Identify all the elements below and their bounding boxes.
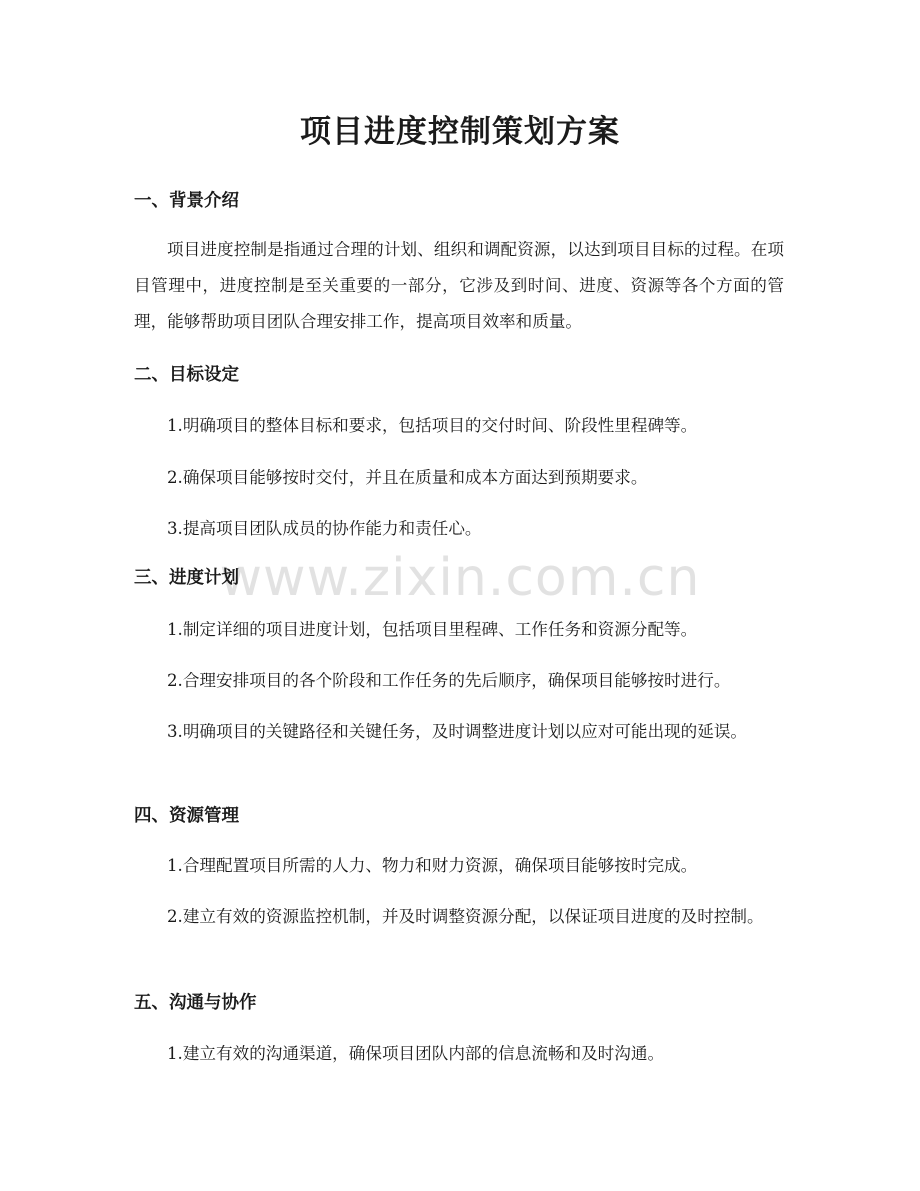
- section-paragraph: 3.明确项目的关键路径和关键任务，及时调整进度计划以应对可能出现的延误。: [167, 722, 748, 741]
- section-heading-goals: 二、目标设定: [134, 365, 239, 385]
- watermark: www.zixin.com.cn: [219, 548, 701, 608]
- document-title: 项目进度控制策划方案: [300, 114, 620, 150]
- section-paragraph: 项目进度控制是指通过合理的计划、组织和调配资源，以达到项目目标的过程。在项目管理中，进度控制是至关重要的一部分，它涉及到时间、进度、资源等各个方面的管理，能够帮助项目团队合理安排工作，提高项目效率和质量。: [134, 240, 784, 331]
- section-paragraph: 3.提高项目团队成员的协作能力和责任心。: [167, 519, 482, 538]
- section-heading-resources: 四、资源管理: [134, 806, 239, 826]
- section-heading-background: 一、背景介绍: [134, 191, 239, 211]
- section-heading-schedule: 三、进度计划: [134, 568, 239, 588]
- section-paragraph: 2.合理安排项目的各个阶段和工作任务的先后顺序，确保项目能够按时进行。: [167, 671, 731, 690]
- section-paragraph: 1.建立有效的沟通渠道，确保项目团队内部的信息流畅和及时沟通。: [167, 1044, 665, 1063]
- section-paragraph: 1.制定详细的项目进度计划，包括项目里程碑、工作任务和资源分配等。: [167, 620, 698, 639]
- section-paragraph: 2.确保项目能够按时交付，并且在质量和成本方面达到预期要求。: [167, 468, 648, 487]
- section-heading-communication: 五、沟通与协作: [134, 993, 257, 1013]
- section-paragraph: 2.建立有效的资源监控机制，并及时调整资源分配，以保证项目进度的及时控制。: [167, 907, 764, 926]
- section-paragraph: 1.明确项目的整体目标和要求，包括项目的交付时间、阶段性里程碑等。: [167, 416, 698, 435]
- section-paragraph: 1.合理配置项目所需的人力、物力和财力资源，确保项目能够按时完成。: [167, 856, 698, 875]
